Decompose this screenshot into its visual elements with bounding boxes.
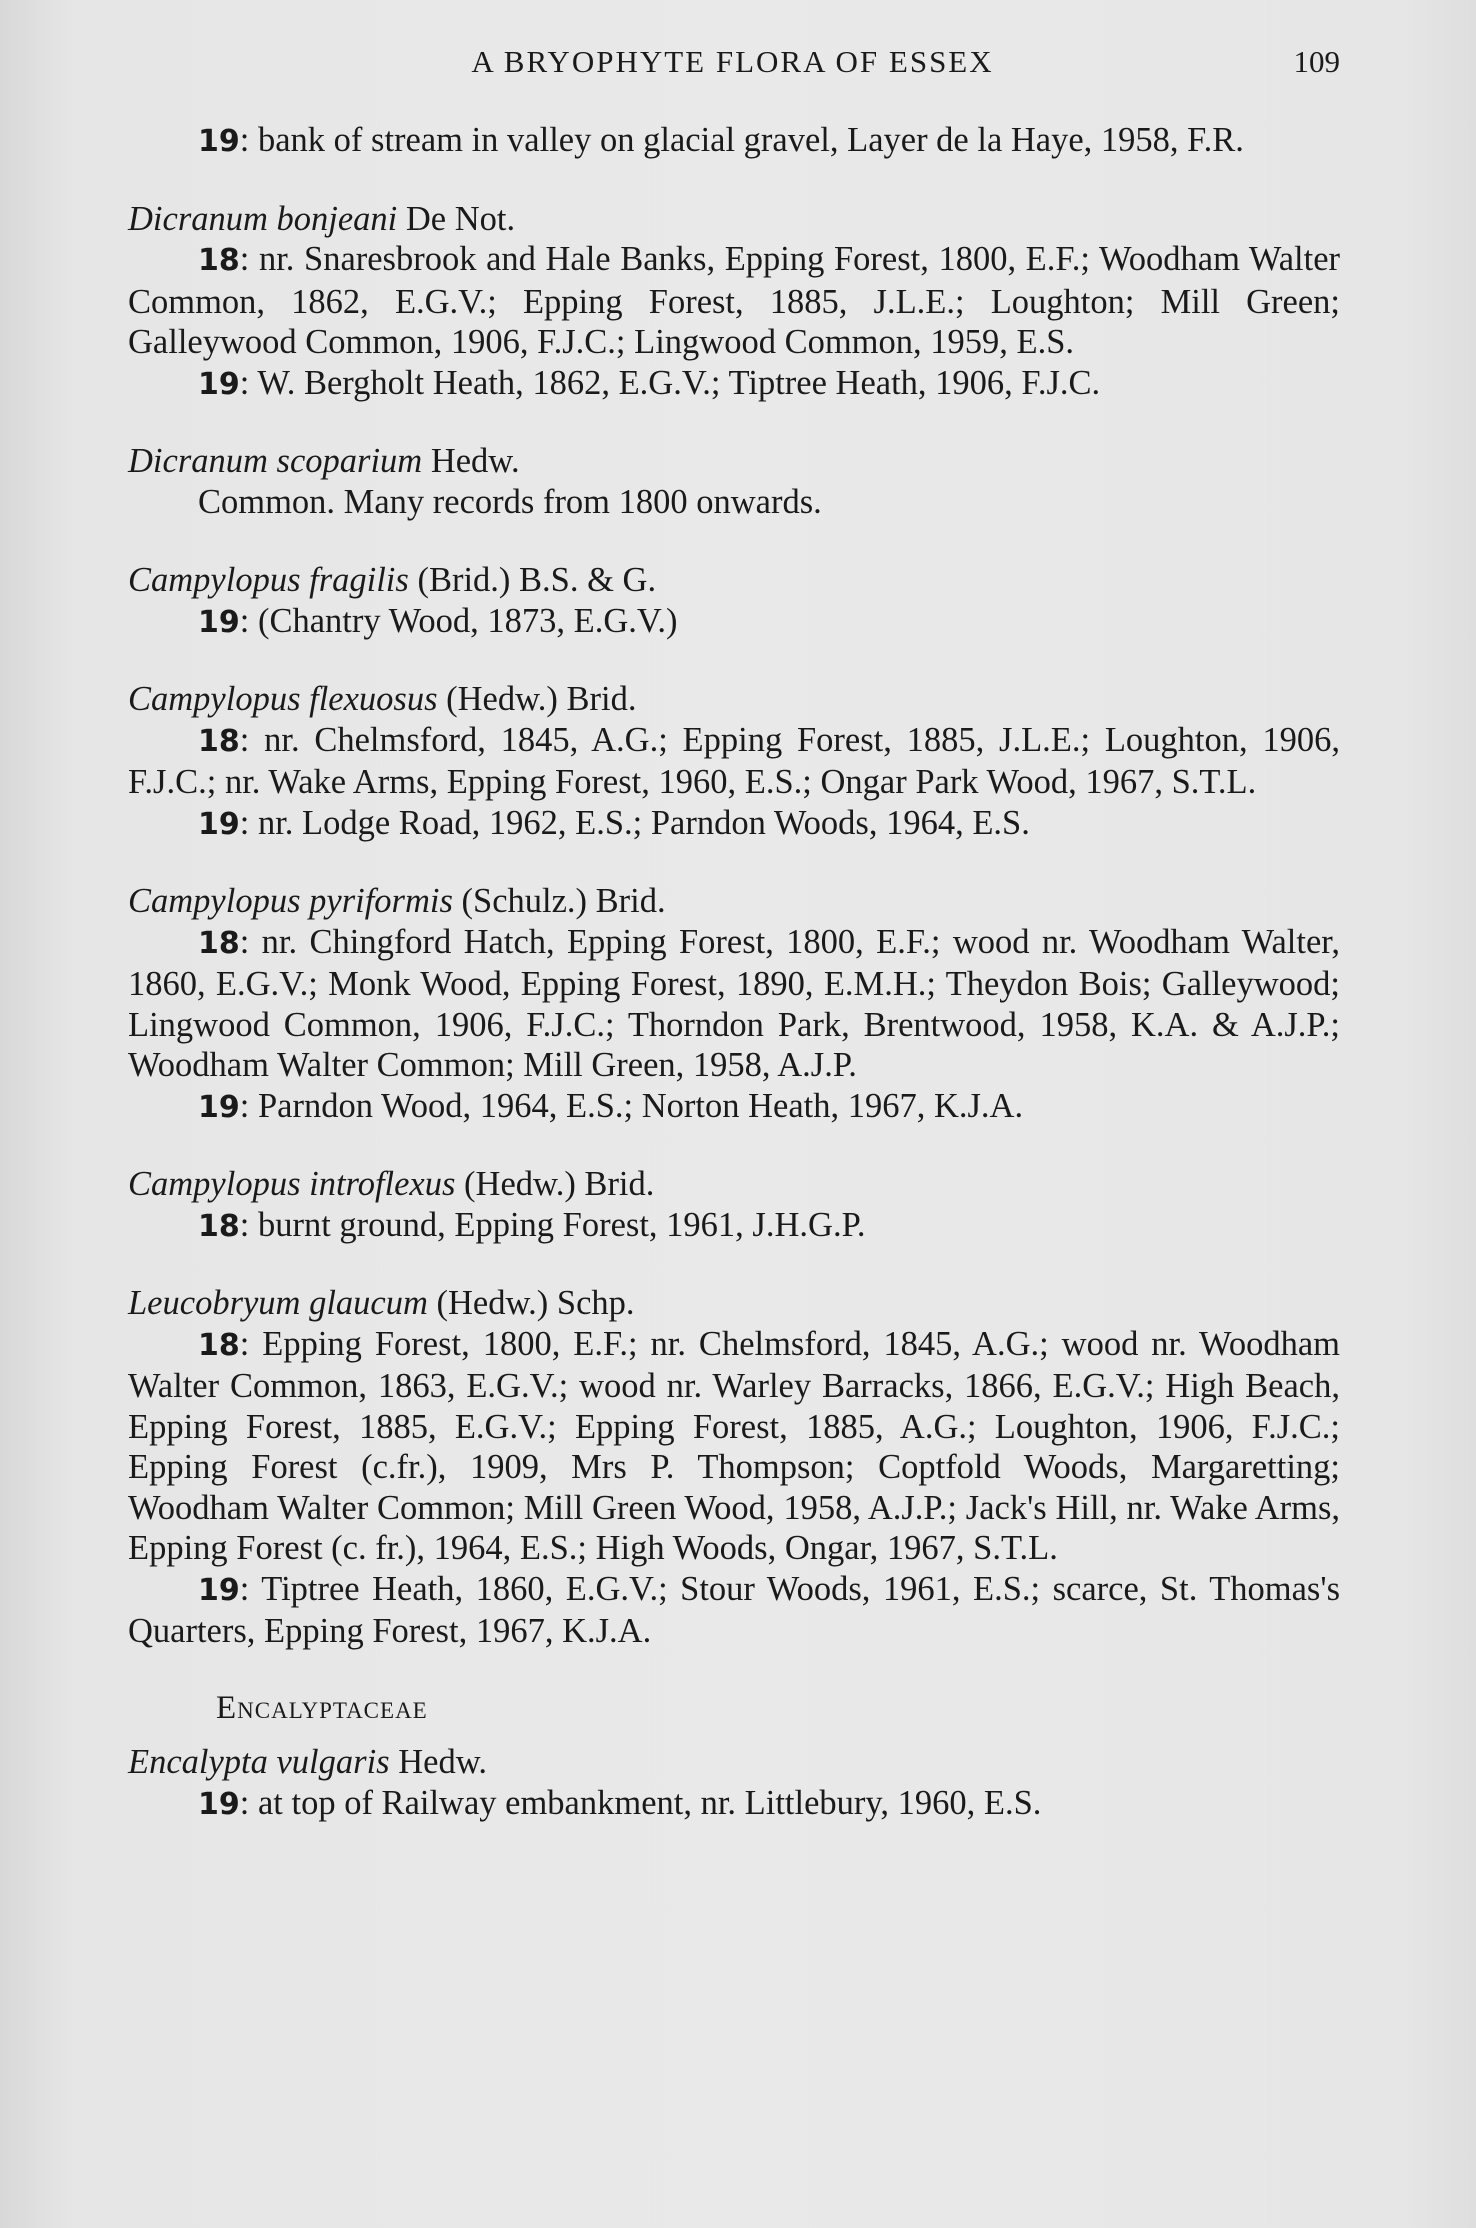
species-name: Leucobryum glaucum xyxy=(128,1284,428,1322)
vice-county-number: 18 xyxy=(198,723,240,759)
species-name: Campylopus fragilis xyxy=(128,561,409,599)
species-heading xyxy=(128,881,1340,922)
species-author: (Schulz.) Brid. xyxy=(452,882,666,920)
entry xyxy=(128,1283,1340,1652)
entry xyxy=(128,1164,1340,1247)
entry xyxy=(128,441,1340,524)
locality-paragraph xyxy=(128,1205,1340,1248)
running-head: A BRYOPHYTE FLORA OF ESSEX xyxy=(471,44,994,79)
locality-text: : Epping Forest, 1800, E.F.; nr. Chelmsford, 1845, A.G.; wood nr. Woodham Walter Common, 1863, E.G.V.; wood nr. Warley Barracks, 1866, E.G.V.; High Beach, Epping Forest, 1885, E.G.V.; Epping Forest, 1885, A.G.; Loughton, 1906, F.J.C.; Epping Forest (c.fr.), 1909, Mrs P. Thompson; Coptfold Woods, Margaretting; Woodham Walter Common; Mill Green Wood, 1958, A.J.P.; Jack's Hill, nr. Wake Arms, Epping Forest (c. fr.), 1964, E.S.; High Woods, Ongar, 1967, S.T.L. xyxy=(128,1324,1340,1567)
locality-text: : nr. Snaresbrook and Hale Banks, Epping Forest, 1800, E.F.; Woodham Walter Common, 1862, E.G.V.; Epping Forest, 1885, J.L.E.; Loughton; Mill Green; Galleywood Common, 1906, F.J.C.; Lingwood Common, 1959, E.S. xyxy=(128,240,1340,361)
species-name: Campylopus introflexus xyxy=(128,1165,456,1203)
vice-county-number: 18 xyxy=(198,1327,240,1363)
species-heading xyxy=(128,1164,1340,1205)
species-author: (Brid.) B.S. & G. xyxy=(408,561,657,599)
locality-text: : nr. Chingford Hatch, Epping Forest, 1800, E.F.; wood nr. Woodham Walter, 1860, E.G.V.; Monk Wood, Epping Forest, 1890, E.M.H.; Theydon Bois; Galleywood; Lingwood Common, 1906, F.J.C.; Thorndon Park, Brentwood, 1958, K.A. & A.J.P.; Woodham Walter Common; Mill Green, 1958, A.J.P. xyxy=(128,922,1340,1084)
species-name: Campylopus pyriformis xyxy=(128,882,453,920)
locality-paragraph xyxy=(128,601,1340,644)
locality-text: : at top of Railway embankment, nr. Littlebury, 1960, E.S. xyxy=(239,1783,1042,1822)
locality-paragraph xyxy=(128,803,1340,846)
locality-text: Common. Many records from 1800 onwards. xyxy=(198,482,822,521)
locality-text: : burnt ground, Epping Forest, 1961, J.H.G.P. xyxy=(239,1205,866,1244)
vice-county-number: 18 xyxy=(198,925,240,961)
locality-paragraph xyxy=(128,482,1340,525)
vice-county-number: 19 xyxy=(198,604,240,640)
vice-county-number: 18 xyxy=(198,1208,240,1244)
locality-text: : W. Bergholt Heath, 1862, E.G.V.; Tiptree Heath, 1906, F.J.C. xyxy=(239,363,1101,402)
species-author: (Hedw.) Brid. xyxy=(437,680,637,718)
vice-county-number: 19 xyxy=(198,1089,240,1125)
species-author: (Hedw.) Brid. xyxy=(455,1165,655,1203)
page-header xyxy=(125,44,1340,84)
entry xyxy=(128,120,1340,163)
locality-paragraph xyxy=(128,1324,1340,1569)
locality-paragraph xyxy=(128,120,1340,163)
locality-text: : (Chantry Wood, 1873, E.G.V.) xyxy=(239,601,678,640)
species-heading xyxy=(128,441,1340,482)
locality-paragraph xyxy=(128,363,1340,406)
locality-paragraph xyxy=(128,1086,1340,1129)
species-heading xyxy=(128,679,1340,720)
species-author: Hedw. xyxy=(389,1743,487,1781)
entry xyxy=(128,199,1340,406)
vice-county-number: 19 xyxy=(198,366,240,402)
species-name: Dicranum scoparium xyxy=(128,442,423,480)
species-name: Campylopus flexuosus xyxy=(128,680,438,718)
species-name: Encalypta vulgaris xyxy=(128,1743,390,1781)
species-heading xyxy=(128,199,1340,240)
locality-text: : Parndon Wood, 1964, E.S.; Norton Heath, 1967, K.J.A. xyxy=(239,1086,1024,1125)
locality-paragraph xyxy=(128,922,1340,1086)
vice-county-number: 18 xyxy=(198,243,240,278)
locality-paragraph xyxy=(128,239,1340,363)
locality-paragraph xyxy=(128,720,1340,803)
locality-paragraph xyxy=(128,1783,1340,1826)
vice-county-number: 19 xyxy=(198,1572,240,1608)
locality-text: : bank of stream in valley on glacial gravel, Layer de la Haye, 1958, F.R. xyxy=(239,121,1244,159)
locality-paragraph xyxy=(128,1569,1340,1652)
entry xyxy=(128,881,1340,1128)
species-heading xyxy=(128,560,1340,601)
species-author: De Not. xyxy=(397,199,516,238)
locality-text: : nr. Lodge Road, 1962, E.S.; Parndon Woods, 1964, E.S. xyxy=(239,803,1030,842)
species-name: Dicranum bonjeani xyxy=(128,199,398,238)
body-text xyxy=(128,120,1340,1861)
page-number: 109 xyxy=(1293,44,1340,79)
vice-county-number: 19 xyxy=(198,806,240,842)
vice-county-number: 19 xyxy=(198,124,240,159)
species-author: Hedw. xyxy=(422,442,520,480)
entry xyxy=(128,560,1340,643)
vice-county-number: 19 xyxy=(198,1786,240,1822)
species-author: (Hedw.) Schp. xyxy=(427,1284,635,1322)
locality-text: : Tiptree Heath, 1860, E.G.V.; Stour Woods, 1961, E.S.; scarce, St. Thomas's Quarters, Epping Forest, 1967, K.J.A. xyxy=(128,1569,1340,1650)
locality-text: : nr. Chelmsford, 1845, A.G.; Epping Forest, 1885, J.L.E.; Loughton, 1906, F.J.C.; nr. Wake Arms, Epping Forest, 1960, E.S.; Ongar Park Wood, 1967, S.T.L. xyxy=(128,720,1340,801)
entry xyxy=(128,679,1340,845)
family-heading: Encalyptaceae xyxy=(216,1689,428,1726)
species-heading xyxy=(128,1742,1340,1783)
entry xyxy=(128,1742,1340,1825)
species-heading xyxy=(128,1283,1340,1324)
